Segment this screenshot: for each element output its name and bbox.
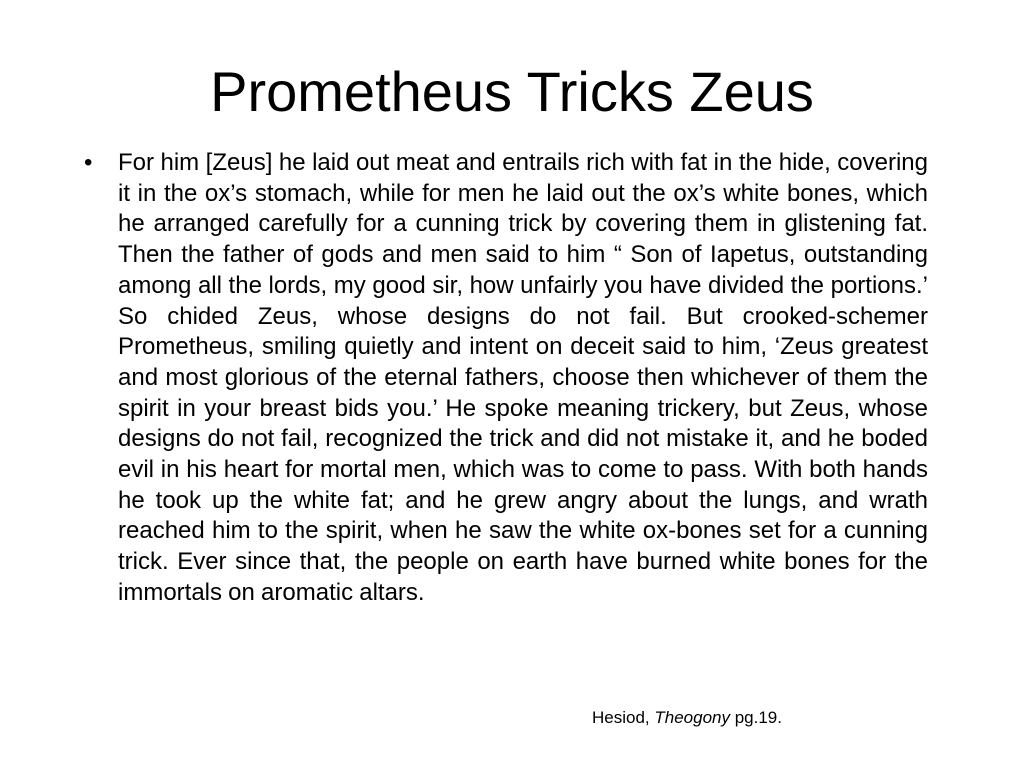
slide-title: Prometheus Tricks Zeus: [210, 60, 814, 123]
citation-author: Hesiod,: [592, 708, 655, 727]
citation-work: Theogony: [654, 708, 730, 727]
bullet-icon: •: [84, 149, 93, 176]
citation: [592, 707, 782, 729]
quote-text: For him [Zeus] he laid out meat and entrails rich with fat in the hide, covering it in the ox’s stomach, while for men he laid out the ox’s white bones, which he arranged carefully for a cunning trick by covering them in glistening fat. Then the father of gods and men said to him “ Son of Iapetus, outstanding among all the lords, my good sir, how unfairly you have divided the portions.’ So chided Zeus, whose designs do not fail. But crooked-schemer Prometheus, smiling quietly and intent on deceit said to him, ‘Zeus greatest and most glorious of the eternal fathers, choose then whichever of them the spirit in your breast bids you.’ He spoke meaning trickery, but Zeus, whose designs do not fail, recognized the trick and did not mistake it, and he boded evil in his heart for mortal men, which was to come to pass. With both hands he took up the white fat; and he grew angry about the lungs, and wrath reached him to the spirit, when he saw the white ox-bones set for a cunning trick. Ever since that, the people on earth have burned white bones for the immortals on aromatic altars.: [118, 149, 928, 606]
citation-page: pg.19.: [730, 708, 782, 727]
